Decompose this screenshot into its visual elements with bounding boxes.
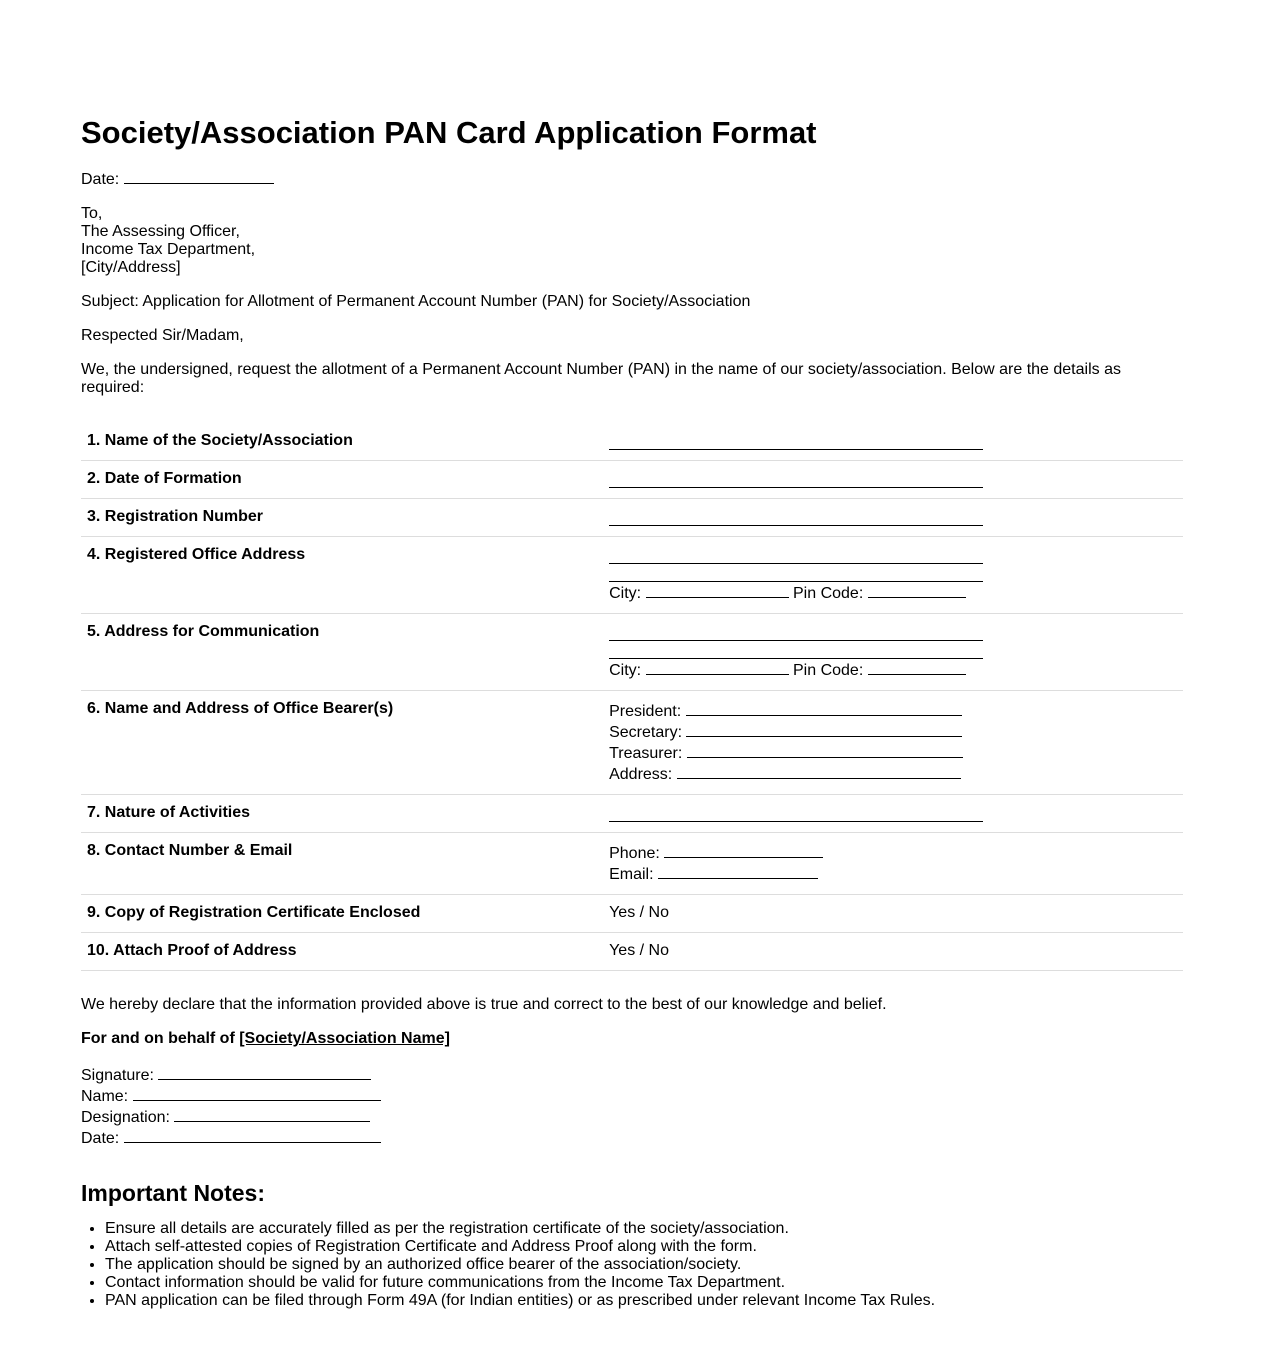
date-field [81,168,1183,189]
pin-code-blank [868,582,966,598]
treasurer-row [609,742,1177,763]
designation-blank [174,1106,370,1122]
sign-date-blank [124,1127,381,1143]
president-row [609,700,1177,721]
communication-address-blank-2 [609,641,983,659]
registration-number-blank [609,508,983,526]
row-value [603,499,1183,537]
intro-paragraph: We, the undersigned, request the allotment of a Permanent Account Number (PAN) in the name of our society/association. Below are the details as required: [81,361,1121,396]
department-line: Income Tax Department, [81,241,256,258]
signature-row [81,1064,1183,1085]
table-row [81,895,1183,933]
date-label: Date: [81,171,120,188]
city-blank [646,659,789,675]
table-row [81,614,1183,691]
row-label: 2. Date of Formation [81,461,603,499]
behalf-prefix: For and on behalf of [81,1030,240,1047]
row-value [603,691,1183,795]
bearer-address-blank [677,763,961,779]
email-label: Email: [609,866,654,883]
table-row [81,423,1183,461]
page-title: Society/Association PAN Card Application Format [81,115,817,150]
secretary-blank [686,721,962,737]
recipient-address [81,205,1183,277]
city-pin-row [609,582,1177,603]
row-value [603,537,1183,614]
email-row [609,863,1177,884]
salutation: Respected Sir/Madam, [81,327,244,344]
table-row [81,795,1183,833]
officer-line: The Assessing Officer, [81,223,240,240]
name-blank [133,1085,381,1101]
row-label: 9. Copy of Registration Certificate Enclosed [81,895,603,933]
list-item: • Ensure all details are accurately filled as per the registration certificate of the society/association. [105,1220,1183,1238]
bearer-address-row [609,763,1177,784]
row-label: 4. Registered Office Address [81,537,603,614]
president-blank [686,700,962,716]
secretary-label: Secretary: [609,724,683,741]
table-row [81,461,1183,499]
row-label: 8. Contact Number & Email [81,833,603,895]
row-value [603,461,1183,499]
subject-line: Subject: Application for Allotment of Permanent Account Number (PAN) for Society/Association [81,293,751,310]
table-row [81,833,1183,895]
declaration: We hereby declare that the information provided above is true and correct to the best of our knowledge and belief. [81,996,887,1013]
notes-list [81,1220,1183,1310]
behalf-line [81,1030,1183,1048]
list-item: • PAN application can be filed through Form 49A (for Indian entities) or as prescribed under relevant Income Tax Rules. [105,1292,1183,1310]
designation-label: Designation: [81,1109,170,1126]
society-name-blank [609,432,983,450]
signature-block [81,1064,1183,1148]
office-address-blank-1 [609,546,983,564]
sign-date-label: Date: [81,1130,120,1147]
treasurer-label: Treasurer: [609,745,683,762]
row-label: 5. Address for Communication [81,614,603,691]
table-row [81,933,1183,971]
president-label: President: [609,703,682,720]
pin-code-label: Pin Code: [793,662,864,679]
communication-address-blank-1 [609,623,983,641]
treasurer-blank [687,742,963,758]
row-label: 6. Name and Address of Office Bearer(s) [81,691,603,795]
pin-code-label: Pin Code: [793,585,864,602]
office-address-blank-2 [609,564,983,582]
details-table [81,423,1183,971]
phone-blank [664,842,823,858]
email-blank [658,863,818,879]
society-name-placeholder: [Society/Association Name] [239,1030,450,1047]
row-label: 7. Nature of Activities [81,795,603,833]
row-value [603,795,1183,833]
pin-code-blank [868,659,966,675]
name-label: Name: [81,1088,129,1105]
address-proof-yes-no: Yes / No [603,933,1183,971]
signature-blank [158,1064,371,1080]
signature-label: Signature: [81,1067,154,1084]
formation-date-blank [609,470,983,488]
sign-date-row [81,1127,1183,1148]
city-address-line: [City/Address] [81,259,181,276]
notes-heading: Important Notes: [81,1180,265,1206]
list-item: • Attach self-attested copies of Registration Certificate and Address Proof along with the form. [105,1238,1183,1256]
designation-row [81,1106,1183,1127]
address-label: Address: [609,766,673,783]
name-row [81,1085,1183,1106]
list-item: • Contact information should be valid for future communications from the Income Tax Department. [105,1274,1183,1292]
row-label: 1. Name of the Society/Association [81,423,603,461]
row-label: 3. Registration Number [81,499,603,537]
document [81,110,1183,1310]
row-value [603,614,1183,691]
table-row [81,499,1183,537]
phone-row [609,842,1177,863]
city-blank [646,582,789,598]
city-label: City: [609,662,642,679]
activities-blank [609,804,983,822]
table-row [81,537,1183,614]
row-value [603,423,1183,461]
city-label: City: [609,585,642,602]
row-value [603,833,1183,895]
certificate-yes-no: Yes / No [603,895,1183,933]
to-line: To, [81,205,103,222]
phone-label: Phone: [609,845,660,862]
date-blank [124,168,274,184]
list-item: • The application should be signed by an authorized office bearer of the association/society. [105,1256,1183,1274]
table-row [81,691,1183,795]
city-pin-row [609,659,1177,680]
row-label: 10. Attach Proof of Address [81,933,603,971]
secretary-row [609,721,1177,742]
